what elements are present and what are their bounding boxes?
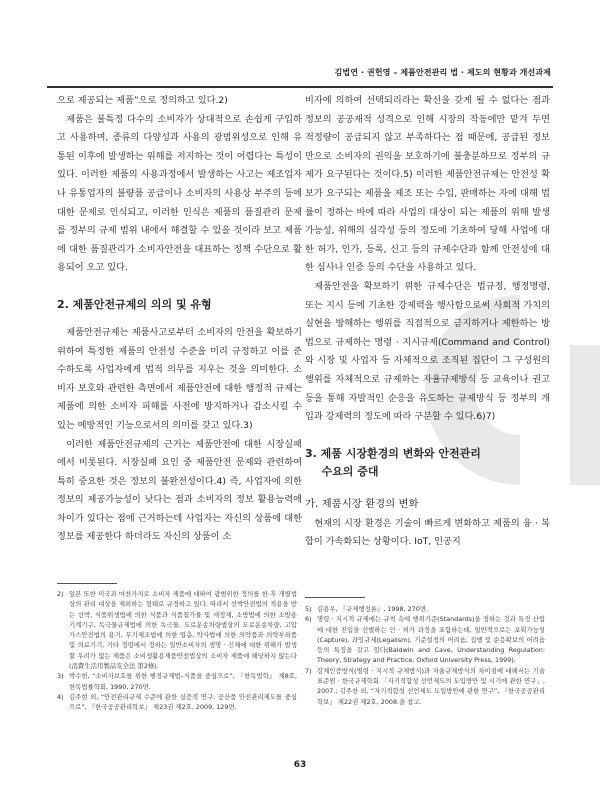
footnote-number: 7): [305, 666, 312, 675]
section-title-line: 3. 제품 시장환경의 변화와 안전관리: [305, 446, 481, 460]
paragraph: 비자에 의하여 선택되리라는 확신을 갖게 될 수 없다는 점과 정보의 공공재적 성격으로 인해 시장의 작동에만 맡겨 두면 적정량이 공급되지 않고 부족하다는 점 때문에, 공급된 정보만으로 소비자의 권익을 보호하기에 불충분하므로 정부의 규제가 요구된다는 것이다.5) 이러한 제품안전규제는 안전성 확보가 요구되는 제품을 제조 또는 수입, 판매하는 자에 대해 법률이 정하는 바에 따라 사업의 대상이 되는 제품의 위해 발생가능성, 위해의 심각성 등의 정도에 기초하여 당해 사업에 대한 허가, 인가, 등록, 신고 등의 규제수단과 함께 안전성에 대한 심사나 인증 등의 수단을 사용하고 있다.: [305, 95, 550, 274]
footnote-text: 강제인증방식(명령 · 지시적 규제방식)과 자율규제방식의 차이점에 대해서는 기술표준원 · 한국규제학회 「자기적합성 선언제도의 도입방안 및 시기에 관한 연구」, 2007.; 김주찬 외, “자기적합성 선언제도 도입방안에 관한 연구”, 『한국공공관리학보』 제22권 제2호, 2008.을 참고.: [317, 666, 545, 706]
footnote-text: 일본 또한 미국과 마찬가지로 소비자 제품에 대하여 광범위한 정의를 한 후 개별법상의 관리 대상을 제외하는 형태로 규정하고 있다. 따라서 선박안전법의 적용을 받는 선박, 식품위생법에 의한 식품과 식품첨가물 및 세정제, 소방법에 의한 소방용 기계기구, 독극물규제법에 의한 독극물, 도로운송차량법상의 도로운송차량, 고압가스안전법의 용기, 무기제조법에 의한 엽총, 약사법에 의한 의약품과 의약부외품 및 의료기기, 기타 정령에서 정하는 일반소비자의 생명 · 신체에 대한 위해가 발생할 우려가 없는 제품은 소비생활용제품안전법상의 소비자 제품에 해당하지 않는다(消費生活用製品安全法 第2條).: [69, 590, 297, 671]
footnote-number: 2): [57, 590, 64, 598]
footnotes-right: [305, 604, 545, 707]
footnote: [57, 589, 297, 671]
footnote-text: 김주현 외, “안전관리규제 수준에 관한 실증적 연구: 공산품 안전관리제도를 중심으로”, 『한국공공관리학보』 제23권 제2호, 2009, 129면.: [69, 692, 297, 712]
paragraph: 으로 제공되는 제품”으로 정의하고 있다.2): [57, 95, 228, 106]
footnote-number: 4): [57, 692, 64, 701]
page-number: 63: [293, 760, 307, 770]
subsection-title: 가. 제품시장 환경의 변화: [305, 497, 419, 510]
header-rule: [47, 86, 553, 88]
section-title-2: 2. 제품안전규제의 의의 및 유형: [57, 297, 212, 311]
section-title-line: 수요의 증대: [321, 464, 379, 478]
right-column: [305, 92, 550, 552]
footnote-text: 명령 · 지시적 규제에는 규칙 속에 행위기준(Standards)을 정하는 것과 특정 산업에 대한 진입을 선별하는 인 · 허가 과정을 포함하는데, 일반적으로는 포획가능성(Capture), 과잉규제(Legalism), 기준설정의 어려움, 집행 및 순응확보의 어려움 등의 특징을 갖고 있다(Baldwin and Cave, Understanding Regulation: Theory, Strategy and Practice, Oxford University Press, 1999).: [317, 615, 545, 665]
paragraph: 제품안전을 확보하기 위한 규제수단은 법규정, 행정명령, 또는 지시 등에 기초한 강제력을 행사함으로써 사회적 가치의 실현을 방해하는 행위를 직접적으로 금지하거나 제한하는 방법으로 규제하는 명령 · 지시규제(Command and Control)와 시장 및 사업자 등 자체적으로 조직된 집단이 그 구성원의 행위를 자체적으로 규제하는 자율규제방식 등 교육이나 권고 등을 통해 자발적인 순응을 유도하는 규제방식 등 정부의 개입과 강제력의 정도에 따라 구분할 수 있다.6)7): [305, 280, 550, 423]
running-title: 김법연 · 권헌영 – 제품안전관리 법 · 제도의 현황과 개선과제: [334, 68, 551, 77]
footnote-text: 김용우, 『규제행정론』, 1998, 270면.: [317, 605, 429, 613]
footnote-rule: [57, 583, 117, 584]
paragraph: 이러한 제품안전규제의 근거는 제품안전에 대한 시장실패에서 비롯된다. 시장실패 요인 중 제품안전 문제와 관련하여 특히 중요한 것은 정보의 불완전성이다.4) 즉, 사업자에 의한 정보의 제공가능성이 낮다는 점과 소비자의 정보 활용능력에 차이가 있다는 점에 근거하는데 사업자는 자신의 상품에 대한 정보를 제공한다 하더라도 자신의 상품이 소: [57, 438, 302, 543]
paragraph: 제품은 불특정 다수의 소비자가 상대적으로 손쉽게 구입하고 사용하며, 종류의 다양성과 사용의 광범위성으로 인해 유통된 이후에 발생하는 위해를 저지하는 것이 어렵다는 특성이 있다. 이러한 제품의 사용과정에서 발생하는 사고는 제조업자나 유통업자의 불량품 공급이나 소비자의 사용상 부주의 등에 대한 문제로 인식되고, 이러한 인식은 제품의 품질관리 문제를 정부의 규제 범위 내에서 해결할 수 있을 것이라 보고 제품에 대한 품질관리가 소비자안전을 대표하는 정책 수단으로 활용되어 오고 있다.: [57, 113, 302, 274]
footnote: [305, 604, 545, 614]
paragraph: 제품안전규제는 제품사고로부터 소비자의 안전을 확보하기 위하여 특정한 제품의 안전성 수준을 미리 규정하고 이를 준수하도록 사업자에게 법적 의무를 지우는 것을 의미한다. 소비자 보호와 관련한 측면에서 제품안전에 대한 행정적 규제는 제품에 의한 소비자 피해를 사전에 방지하거나 감소시킬 수 있는 예방적인 기능으로서의 의미를 갖고 있다.3): [57, 326, 302, 431]
footnote-number: 3): [57, 672, 64, 681]
footnote-rule: [305, 597, 365, 598]
footnote-text: 박수헌, “소비자보호를 위한 행정규제법–식품을 중심으로”, 『한독법학』 제8호, 한독법률학회, 1990, 270면.: [69, 672, 297, 691]
footnote: [57, 671, 297, 692]
footnote: [305, 666, 545, 707]
footnotes-left: [57, 589, 297, 713]
paragraph: 현재의 시장 환경은 기술이 빠르게 변화하고 제품의 융 · 복합이 가속화되는 상황이다. IoT, 인공지: [305, 517, 550, 548]
footnote-number: 6): [305, 615, 312, 624]
footnote: [57, 692, 297, 713]
footnote-number: 5): [305, 605, 312, 613]
section-title-3: [305, 445, 550, 481]
footnote: [305, 614, 545, 665]
left-column: [57, 92, 302, 547]
